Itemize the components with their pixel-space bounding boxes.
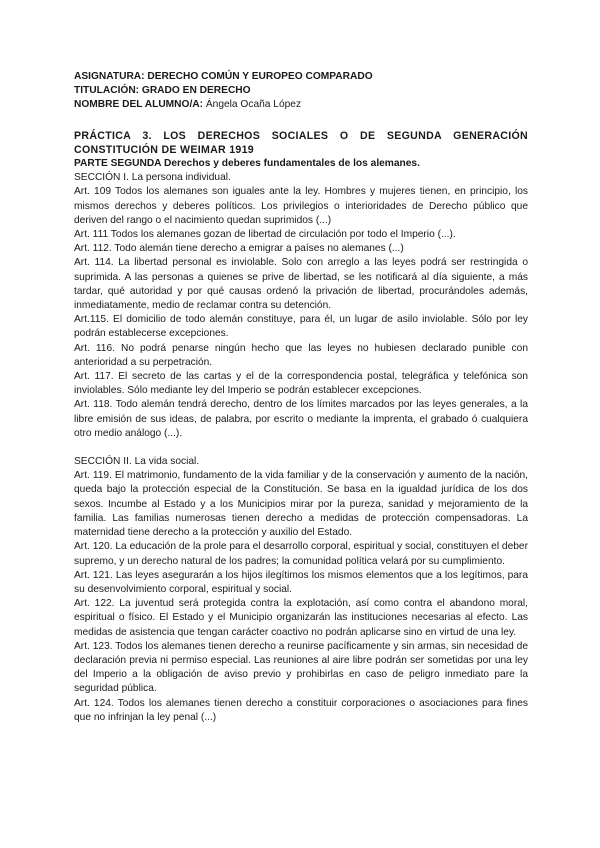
degree-line: TITULACIÓN: GRADO EN DERECHO <box>74 85 251 97</box>
article-109: Art. 109 Todos los alemanes son iguales ante la ley. Hombres y mujeres tienen, en principio, los mismos derechos y deberes políticos. Los privilegios o interioridades de Derecho público que deriven del rango o el nacimiento quedan suprimidos (...) <box>74 186 528 226</box>
article-122: Art. 122. La juventud será protegida contra la explotación, así como contra el abandono moral, espiritual o físico. El Estado y el Municipio organizarán las instituciones necesarias al efecto. Las medidas de asistencia que tengan carácter coactivo no podrán aplicarse sino en virtud de una ley. <box>74 598 528 638</box>
section-1-title: SECCIÓN I. La persona individual. <box>74 172 231 184</box>
article-124: Art. 124. Todos los alemanes tienen derecho a constituir corporaciones o asociaciones para fines que no infrinjan la ley penal (...) <box>74 697 528 723</box>
student-label: NOMBRE DEL ALUMNO/A: <box>74 99 204 111</box>
article-117: Art. 117. El secreto de las cartas y el de la correspondencia postal, telegráfica y telefónica son inviolables. Sólo mediante ley del Imperio se podrán establecer excepciones. <box>74 371 528 397</box>
article-115: Art.115. El domicilio de todo alemán constituye, para él, un lugar de asilo inviolable. Sólo por ley podrán establecerse excepciones. <box>74 314 528 340</box>
article-111: Art. 111 Todos los alemanes gozan de libertad de circulación por todo el Imperio (...). <box>74 229 456 241</box>
article-119: Art. 119. El matrimonio, fundamento de la vida familiar y de la conservación y aumento de la nación, queda bajo la protección especial de la Constitución. Se basa en la igualdad jurídica de los dos sexos. Incumbe al Estado y a los Municipios mirar por la pureza, sanidad y mejoramiento de la familia. Las familias numerosas tienen derecho a medidas de protección compensadoras. La maternidad tiene derecho a la protección y auxilio del Estado. <box>74 470 528 539</box>
subject-line: ASIGNATURA: DERECHO COMÚN Y EUROPEO COMPARADO <box>74 71 373 82</box>
section-gap <box>74 441 528 455</box>
student-line <box>74 98 528 112</box>
student-name: Ángela Ocaña López <box>203 99 302 111</box>
article-114: Art. 114. La libertad personal es inviolable. Solo con arreglo a las leyes podrá ser restringida o suprimida. A las personas a quienes se prive de libertad, se les notificará al día siguiente, a más tardar, qué autoridad y por qué causas ordenó la privación de libertad, procurándoles además, inmediatamente, medio de reclamar contra su detención. <box>74 257 528 312</box>
article-121: Art. 121. Las leyes asegurarán a los hijos ilegítimos los mismos elementos que a los legítimos, para su desenvolvimiento corporal, espiritual y social. <box>74 569 528 595</box>
practice-title: PRÁCTICA 3. LOS DERECHOS SOCIALES O DE SEGUNDA GENERACIÓN CONSTITUCIÓN DE WEIMAR 1919 <box>74 129 528 156</box>
article-116: Art. 116. No podrá penarse ningún hecho que las leyes no hubiesen declarado punible con anterioridad a su perpetración. <box>74 342 528 368</box>
article-123: Art. 123. Todos los alemanes tienen derecho a reunirse pacíficamente y sin armas, sin necesidad de declaración previa ni permiso especial. Las reuniones al aire libre podrán ser sometidas por una ley del Imperio a la obligación de aviso previo y prohibirlas en caso de peligro inmediato pare la seguridad pública. <box>74 640 528 695</box>
article-112: Art. 112. Todo alemán tiene derecho a emigrar a países no alemanes (...) <box>74 243 404 255</box>
part-heading: PARTE SEGUNDA Derechos y deberes fundamentales de los alemanes. <box>74 158 420 170</box>
header-spacer <box>74 113 528 129</box>
article-120: Art. 120. La educación de la prole para el desarrollo corporal, espiritual y social, constituyen el deber supremo, y un derecho natural de los padres; la comunidad política velará por su cumplimiento. <box>74 541 528 567</box>
section-2-title: SECCIÓN II. La vida social. <box>74 456 200 468</box>
article-118: Art. 118. Todo alemán tendrá derecho, dentro de los límites marcados por las leyes generales, a la libre emisión de sus ideas, de palabra, por escrito o mediante la imprenta, el grabado ó cualquiera otro medio análogo (...). <box>74 399 528 439</box>
